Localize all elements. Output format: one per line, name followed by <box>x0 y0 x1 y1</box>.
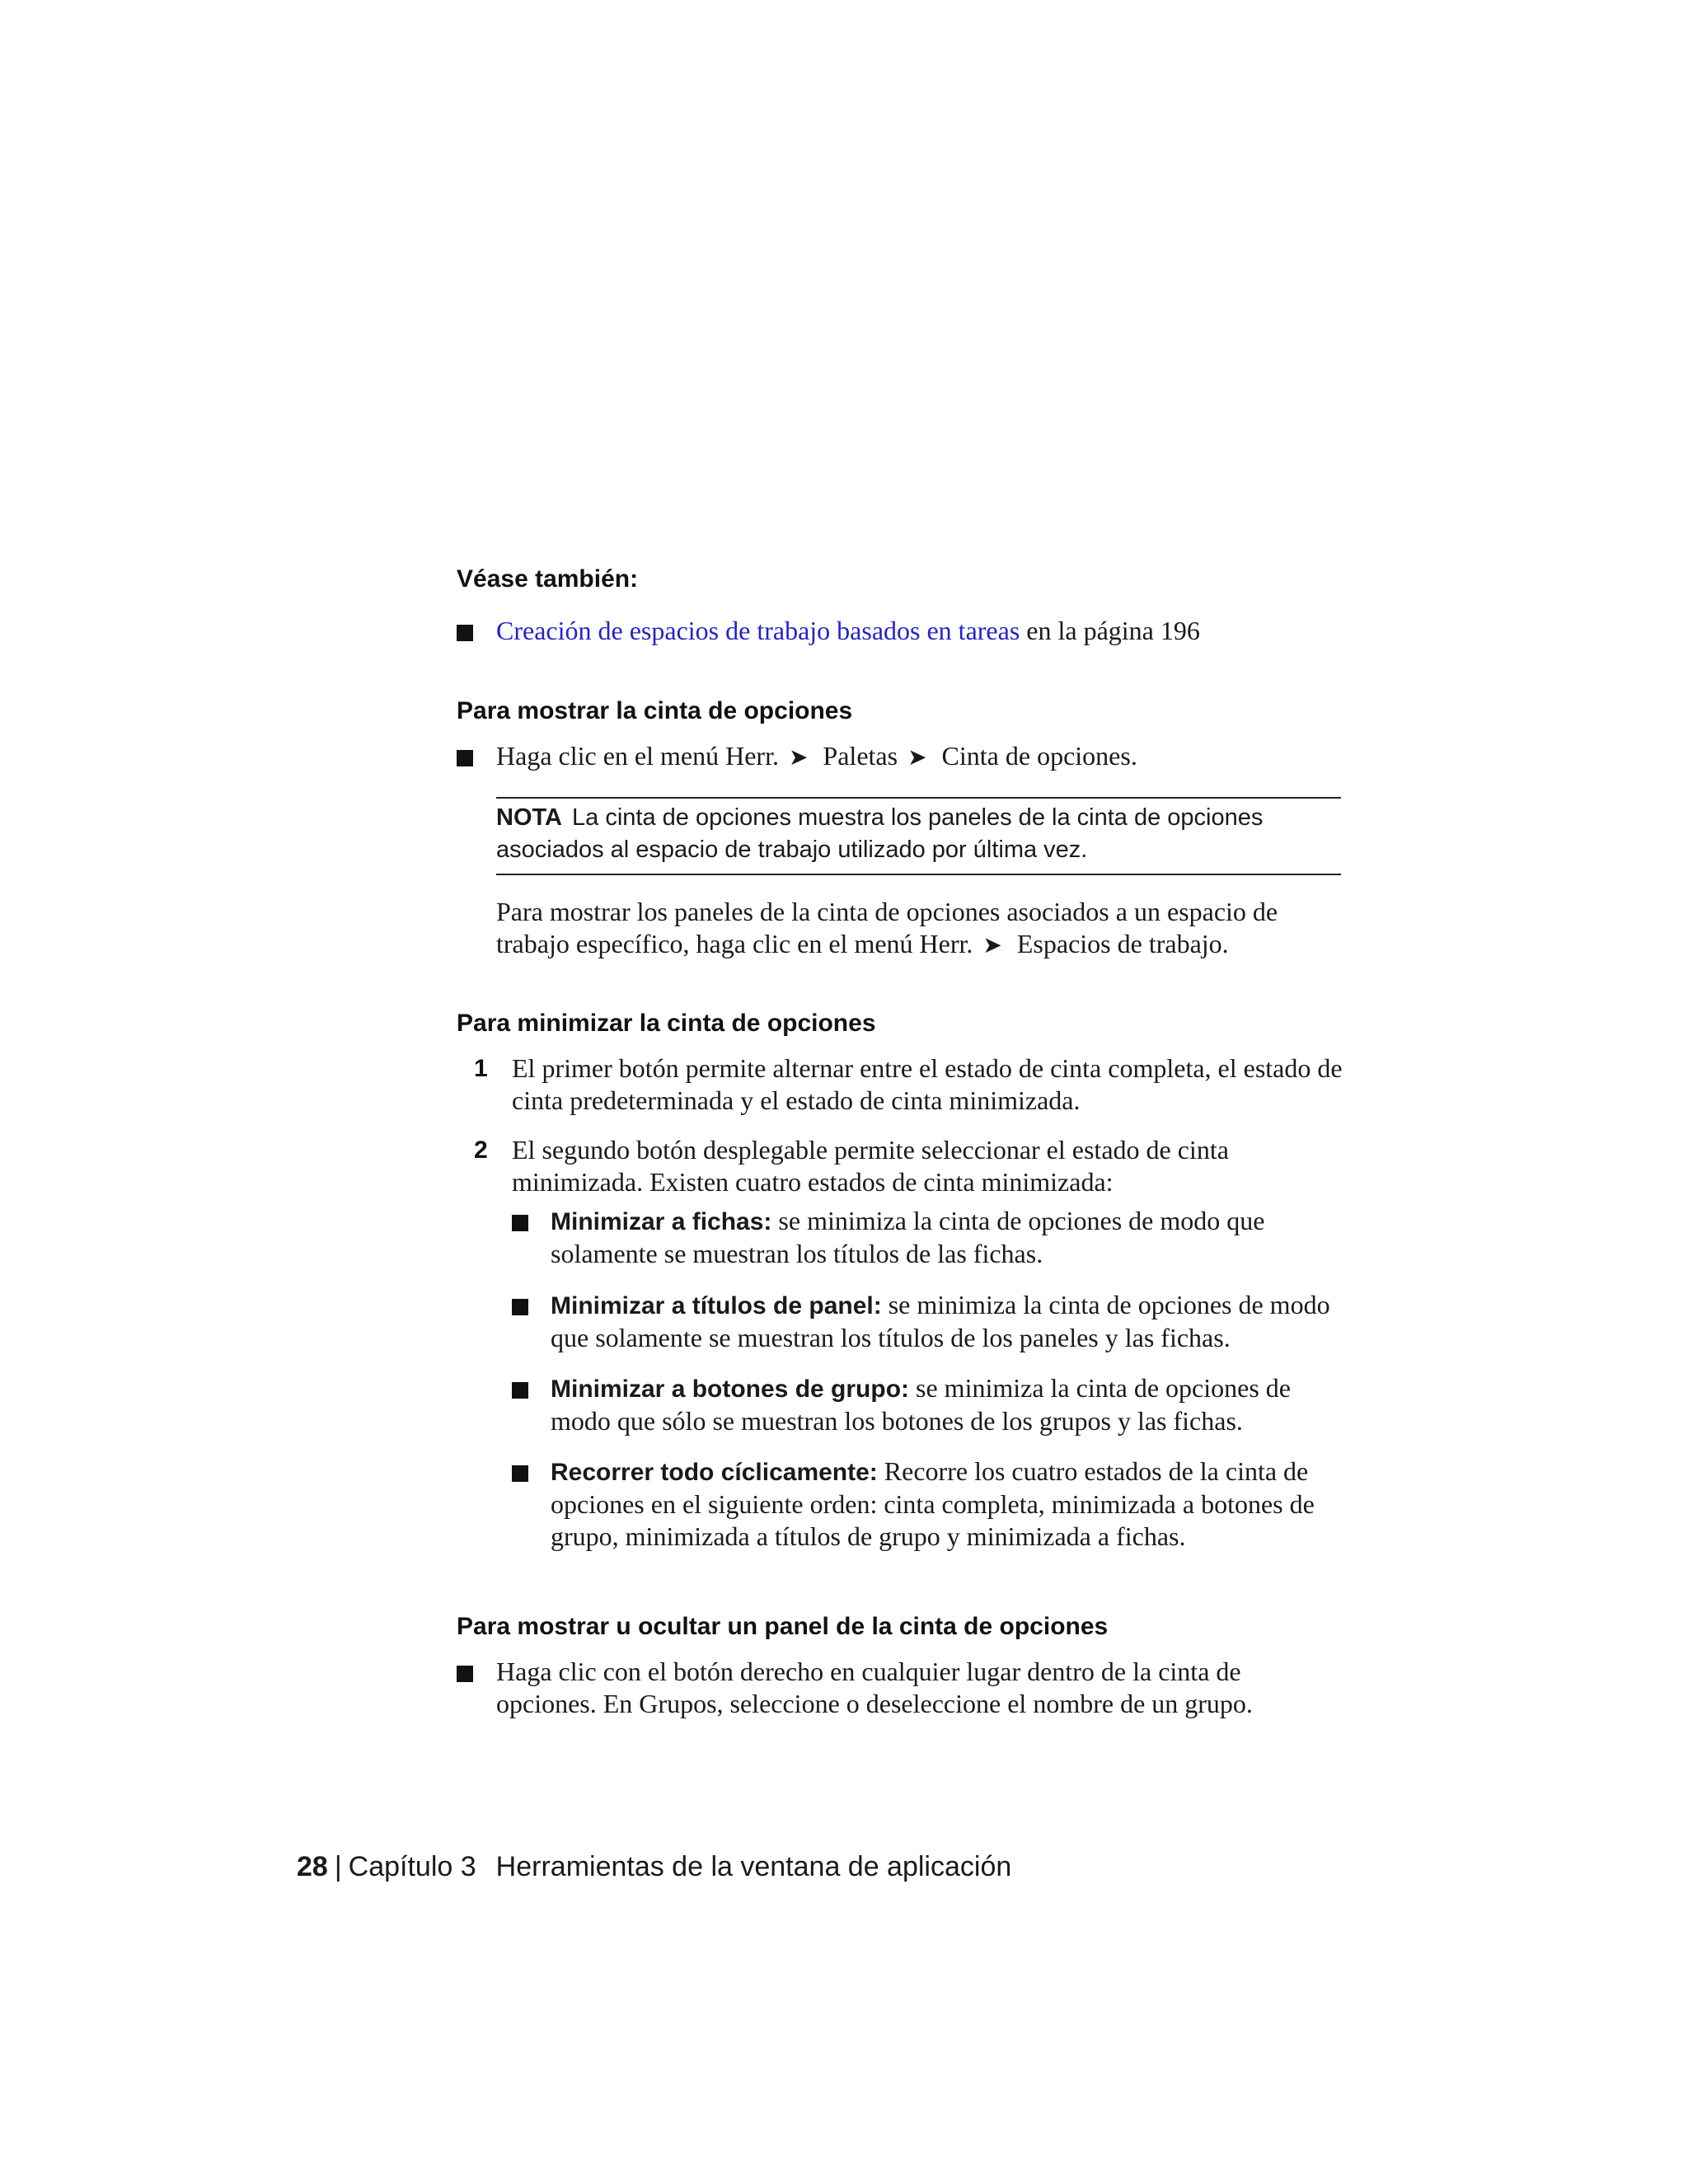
sub-item-minimize-group-buttons <box>551 1372 1346 1437</box>
bullet-square-icon <box>512 1299 528 1315</box>
sub-item-minimize-tabs <box>551 1205 1346 1270</box>
bullet-square-icon <box>457 1666 473 1682</box>
sub-item-term: Recorrer todo cíclicamente: <box>551 1459 878 1486</box>
paragraph-text-end: Espacios de trabajo. <box>1016 929 1229 958</box>
sub-item-text: se minimiza la cinta de opciones de modo que solamente se muestran los títulos de las fichas. <box>551 1206 1265 1268</box>
menu-arrow-icon: ➤ <box>982 931 1002 958</box>
note-box <box>496 802 1345 866</box>
see-also-item <box>496 615 1200 647</box>
see-also-link[interactable]: Creación de espacios de trabajo basados en tareas <box>496 616 1020 645</box>
see-also-link-suffix: en la página 196 <box>1020 616 1200 645</box>
see-also-heading: Véase también: <box>457 565 639 593</box>
sub-item-text: se minimiza la cinta de opciones de modo que solamente se muestran los títulos de los paneles y las fichas. <box>551 1290 1330 1352</box>
step-text-mid: Paletas <box>823 741 898 771</box>
section-show-heading: Para mostrar la cinta de opciones <box>457 697 853 724</box>
paragraph-text-start: Para mostrar los paneles de la cinta de opciones asociados a un espacio de trabajo específico, haga clic en el menú Herr. <box>496 897 1278 958</box>
list-number: 1 <box>474 1055 488 1082</box>
bullet-square-icon <box>512 1465 528 1482</box>
section-show-paragraph <box>496 896 1345 961</box>
footer-separator: | <box>334 1851 342 1882</box>
sub-item-term: Minimizar a títulos de panel: <box>551 1292 882 1319</box>
sub-item-term: Minimizar a botones de grupo: <box>551 1376 910 1403</box>
sub-item-text: Recorre los cuatro estados de la cinta de opciones en el siguiente orden: cinta completa, minimizada a botones de grupo, minimizada a títulos de grupo y minimizada a fichas. <box>551 1456 1315 1551</box>
sub-item-term: Minimizar a fichas: <box>551 1208 772 1235</box>
sub-item-cycle-all <box>551 1455 1346 1553</box>
section-toggle-heading: Para mostrar u ocultar un panel de la cinta de opciones <box>457 1613 1109 1640</box>
step-text-start: Haga clic en el menú Herr. <box>496 741 779 771</box>
list-number: 2 <box>474 1137 488 1164</box>
list-item-2: El segundo botón desplegable permite seleccionar el estado de cinta minimizada. Existen cuatro estados de cinta minimizada: <box>512 1135 1229 1197</box>
bullet-square-icon <box>457 750 473 766</box>
step-text-end: Cinta de opciones. <box>941 741 1137 771</box>
bullet-square-icon <box>512 1215 528 1231</box>
page-number: 28 <box>297 1851 328 1882</box>
bullet-square-icon <box>457 625 473 641</box>
menu-arrow-icon: ➤ <box>907 743 927 771</box>
menu-arrow-icon: ➤ <box>788 743 809 771</box>
page-footer <box>297 1849 1011 1885</box>
footer-chapter: Capítulo 3 <box>348 1851 476 1882</box>
note-text: La cinta de opciones muestra los paneles de la cinta de opciones asociados al espacio de trabajo utilizado por última vez. <box>496 804 1264 863</box>
section-toggle-step: Haga clic con el botón derecho en cualquier lugar dentro de la cinta de opciones. En Grupos, seleccione o deseleccione el nombre de un grupo. <box>496 1657 1253 1718</box>
note-bottom-rule <box>496 874 1341 875</box>
section-minimize-heading: Para minimizar la cinta de opciones <box>457 1010 876 1037</box>
sub-item-text: se minimiza la cinta de opciones de modo que sólo se muestran los botones de los grupos y las fichas. <box>551 1373 1291 1436</box>
section-show-step <box>496 740 1137 773</box>
bullet-square-icon <box>512 1382 528 1399</box>
footer-chapter-title: Herramientas de la ventana de aplicación <box>495 1851 1012 1882</box>
list-item-1: El primer botón permite alternar entre el estado de cinta completa, el estado de cinta predeterminada y el estado de cinta minimizada. <box>512 1053 1343 1115</box>
note-top-rule <box>496 797 1341 799</box>
note-label: NOTA <box>496 804 563 831</box>
sub-item-minimize-panel-titles <box>551 1289 1346 1354</box>
